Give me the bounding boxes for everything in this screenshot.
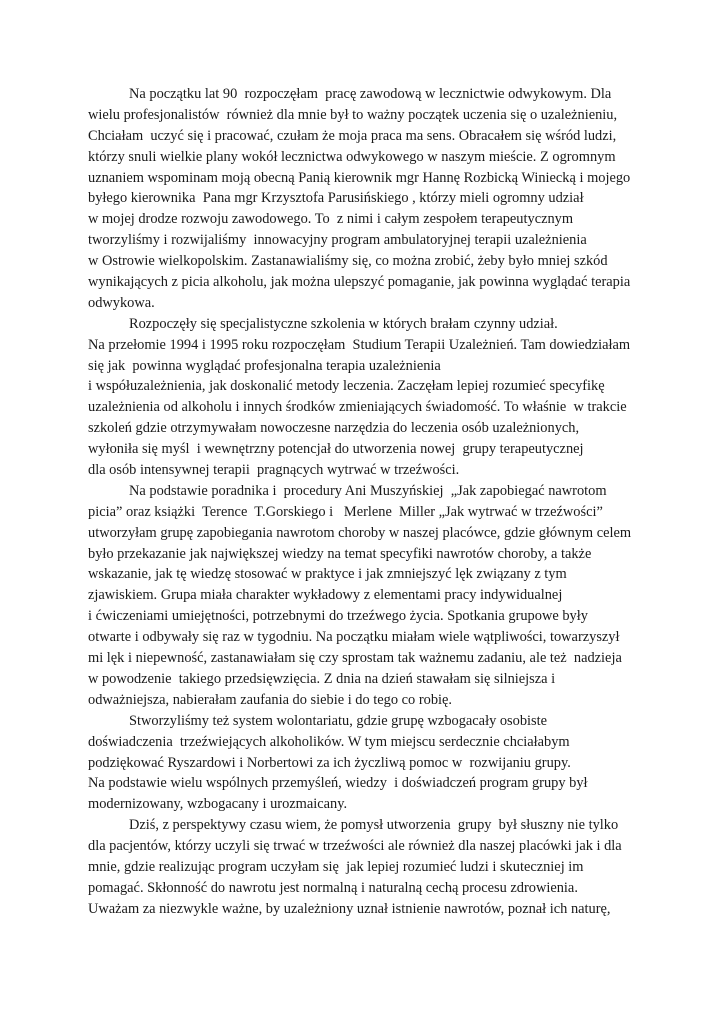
text-line: w mojej drodze rozwoju zawodowego. To z nimi i całym zespołem terapeutycznym [88,211,574,228]
text-line: wskazanie, jak tę wiedzę stosować w praktyce i jak zmniejszyć lęk związany z tym [88,566,567,583]
text-line: modernizowany, wzbogacany i urozmaicany. [88,796,348,813]
text-line: zjawiskiem. Grupa miała charakter wykładowy z elementami pracy indywidualnej [88,587,563,604]
text-line: wynikających z picia alkoholu, jak można ulepszyć pomaganie, jak powinna wyglądać terapia [88,274,631,291]
text-line: byłego kierownika Pana mgr Krzysztofa Parusińskiego , którzy mieli ogromny udział [88,190,584,207]
text-line: wielu profesjonalistów również dla mnie był to ważny początek uczenia się o uzależnieniu, [88,106,618,123]
text-line: szkoleń gdzie otrzymywałam nowoczesne narzędzia do leczenia osób uzależnionych, [88,420,580,437]
text-line: odważniejsza, nabierałam zaufania do siebie i do tego co robię. [88,691,453,708]
text-line: uznaniem wspominam moją obecną Panią kierownik mgr Hannę Rozbicką Winiecką i mojego [88,169,631,186]
text-line: picia” oraz książki Terence T.Gorskiego i Merlene Miller „Jak wytrwać w trzeźwości” [88,503,603,520]
text-line: tworzyliśmy i rozwijaliśmy innowacyjny program ambulatoryjnej terapii uzależnienia [88,232,587,249]
paragraph-first-line: Dziś, z perspektywy czasu wiem, że pomysł utworzenia grupy był słuszny nie tylko [129,817,619,834]
text-line: pomagać. Skłonność do nawrotu jest normalną i naturalną cechą procesu zdrowienia. [88,879,578,896]
text-line: było przekazanie jak największej wiedzy na temat specyfiki nawrotów choroby, a także [88,545,592,562]
text-line: Na przełomie 1994 i 1995 roku rozpoczęłam Studium Terapii Uzależnień. Tam dowiedziałam [88,336,631,353]
text-line: się jak powinna wyglądać profesjonalna terapia uzależnienia [88,357,441,374]
text-line: i ćwiczeniami umiejętności, potrzebnymi do trzeźwego życia. Spotkania grupowe były [88,608,588,625]
text-line: w powodzenie takiego przedsięwzięcia. Z dnia na dzień stawałam się silniejsza i [88,670,556,687]
text-line: którzy snuli wielkie plany wokół lecznictwa odwykowego w naszym mieście. Z ogromnym [88,148,616,165]
text-line: i współuzależnienia, jak doskonalić metody leczenia. Zaczęłam lepiej rozumieć specyfikę [88,378,605,395]
text-line: Na podstawie wielu wspólnych przemyśleń, wiedzy i doświadczeń program grupy był [88,775,588,792]
text-line: mi lęk i niepewność, zastanawiałam się czy sprostam tak ważnemu zadaniu, ale też nadzieja [88,650,622,667]
text-line: otwarte i odbywały się raz w tygodniu. Na początku miałam wiele wątpliwości, towarzyszył [88,629,620,646]
text-line: odwykowa. [88,294,155,311]
text-line: uzależnienia od alkoholu i innych środków zmieniających świadomość. To właśnie w trakcie [88,399,627,416]
text-line: doświadczenia trzeźwiejących alkoholików. W tym miejscu serdecznie chciałabym [88,733,570,750]
text-line: mnie, gdzie realizując program uczyłam się jak lepiej rozumieć ludzi i skuteczniej im [88,858,584,875]
text-line: podziękować Ryszardowi i Norbertowi za ich życzliwą pomoc w rozwijaniu grupy. [88,754,571,771]
text-line: utworzyłam grupę zapobiegania nawrotom choroby w naszej placówce, gdzie głównym celem [88,524,632,541]
text-line: dla pacjentów, którzy uczyli się trwać w trzeźwości ale również dla naszej placówki jak i dla [88,838,622,855]
text-line: wyłoniła się myśl i wewnętrzny potencjał do utworzenia nowej grupy terapeutycznej [88,441,584,458]
text-line: dla osób intensywnej terapii pragnących wytrwać w trzeźwości. [88,462,460,479]
paragraph-first-line: Na początku lat 90 rozpoczęłam pracę zawodową w lecznictwie odwykowym. Dla [129,86,612,102]
body-text [88,84,648,920]
paragraph-first-line: Na podstawie poradnika i procedury Ani Muszyńskiej „Jak zapobiegać nawrotom [129,482,607,499]
text-line: Uważam za niezwykle ważne, by uzależniony uznał istnienie nawrotów, poznał ich naturę, [88,900,611,917]
paragraph-first-line: Stworzyliśmy też system wolontariatu, gdzie grupę wzbogacały osobiste [129,712,548,729]
text-line: Chciałam uczyć się i pracować, czułam że moja praca ma sens. Obracałem się wśród ludzi, [88,127,617,144]
paragraph-first-line: Rozpoczęły się specjalistyczne szkolenia w których brałam czynny udział. [129,315,558,332]
text-line: w Ostrowie wielkopolskim. Zastanawialiśmy się, co można zrobić, żeby było mniej szkód [88,253,608,270]
